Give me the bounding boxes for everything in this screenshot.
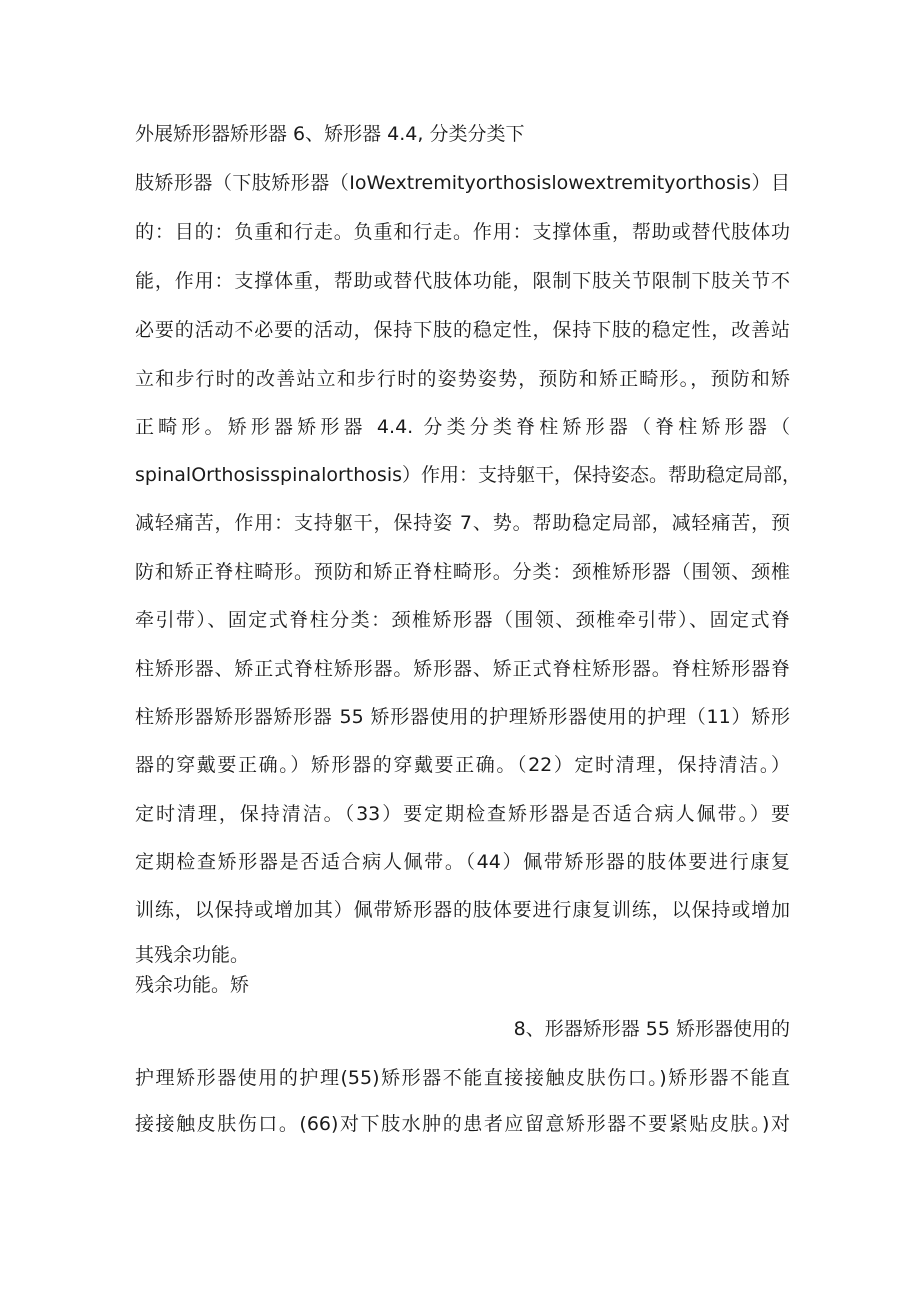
text-line: 立和步行时的改善站立和步行时的姿势姿势，预防和矫正畸形。，预防和矫 <box>135 368 790 390</box>
text-line: 定时清理，保持清洁。（33）要定期检查矫形器是否适合病人佩带。）要 <box>135 803 790 825</box>
text-line: 正畸形。矫形器矫形器 4.4. 分类分类脊柱矫形器（脊柱矫形器（ <box>135 416 790 438</box>
text-line: 残余功能。矫 <box>135 974 250 996</box>
text-line: 减轻痛苦，作用：支持躯干，保持姿 7、势。帮助稳定局部，减轻痛苦，预 <box>135 512 790 534</box>
text-line: 外展矫形器矫形器 6、矫形器 4.4, 分类分类下 <box>135 123 525 145</box>
text-line: 定期检查矫形器是否适合病人佩带。（44）佩带矫形器的肢体要进行康复 <box>135 851 790 873</box>
text-line: spinalOrthosisspinalorthosis）作用：支持躯干，保持姿态。帮助稳定局部， <box>135 464 801 486</box>
text-line: 其残余功能。 <box>135 944 250 966</box>
text-line: 能，作用：支撑体重，帮助或替代肢体功能，限制下肢关节限制下肢关节不 <box>135 270 790 292</box>
text-line: 肢矫形器（下肢矫形器（IoWextremityorthosislowextremityorthosis）目 <box>135 172 790 194</box>
text-line: 柱矫形器、矫正式脊柱矫形器。矫形器、矫正式脊柱矫形器。脊柱矫形器脊 <box>135 658 790 680</box>
text-line: 牵引带）、固定式脊柱分类：颈椎矫形器（围领、颈椎牵引带）、固定式脊 <box>135 609 790 631</box>
text-line: 防和矫正脊柱畸形。预防和矫正脊柱畸形。分类：颈椎矫形器（围领、颈椎 <box>135 561 790 583</box>
text-line: 必要的活动不必要的活动，保持下肢的稳定性，保持下肢的稳定性，改善站 <box>135 319 790 341</box>
text-line: 的：目的：负重和行走。负重和行走。作用：支撑体重，帮助或替代肢体功 <box>135 221 790 243</box>
text-line: 接接触皮肤伤口。(66)对下肢水肿的患者应留意矫形器不要紧贴皮肤。)对 <box>135 1113 790 1135</box>
text-line: 训练，以保持或增加其）佩带矫形器的肢体要进行康复训练，以保持或增加 <box>135 899 790 921</box>
text-line: 器的穿戴要正确。）矫形器的穿戴要正确。（22）定时清理，保持清洁。） <box>135 754 790 776</box>
text-line: 柱矫形器矫形器矫形器 55 矫形器使用的护理矫形器使用的护理（11）矫形 <box>135 706 790 728</box>
text-line: 8、形器矫形器 55 矫形器使用的 <box>513 1018 790 1040</box>
text-line: 护理矫形器使用的护理(55)矫形器不能直接接触皮肤伤口。)矫形器不能直 <box>135 1067 790 1089</box>
